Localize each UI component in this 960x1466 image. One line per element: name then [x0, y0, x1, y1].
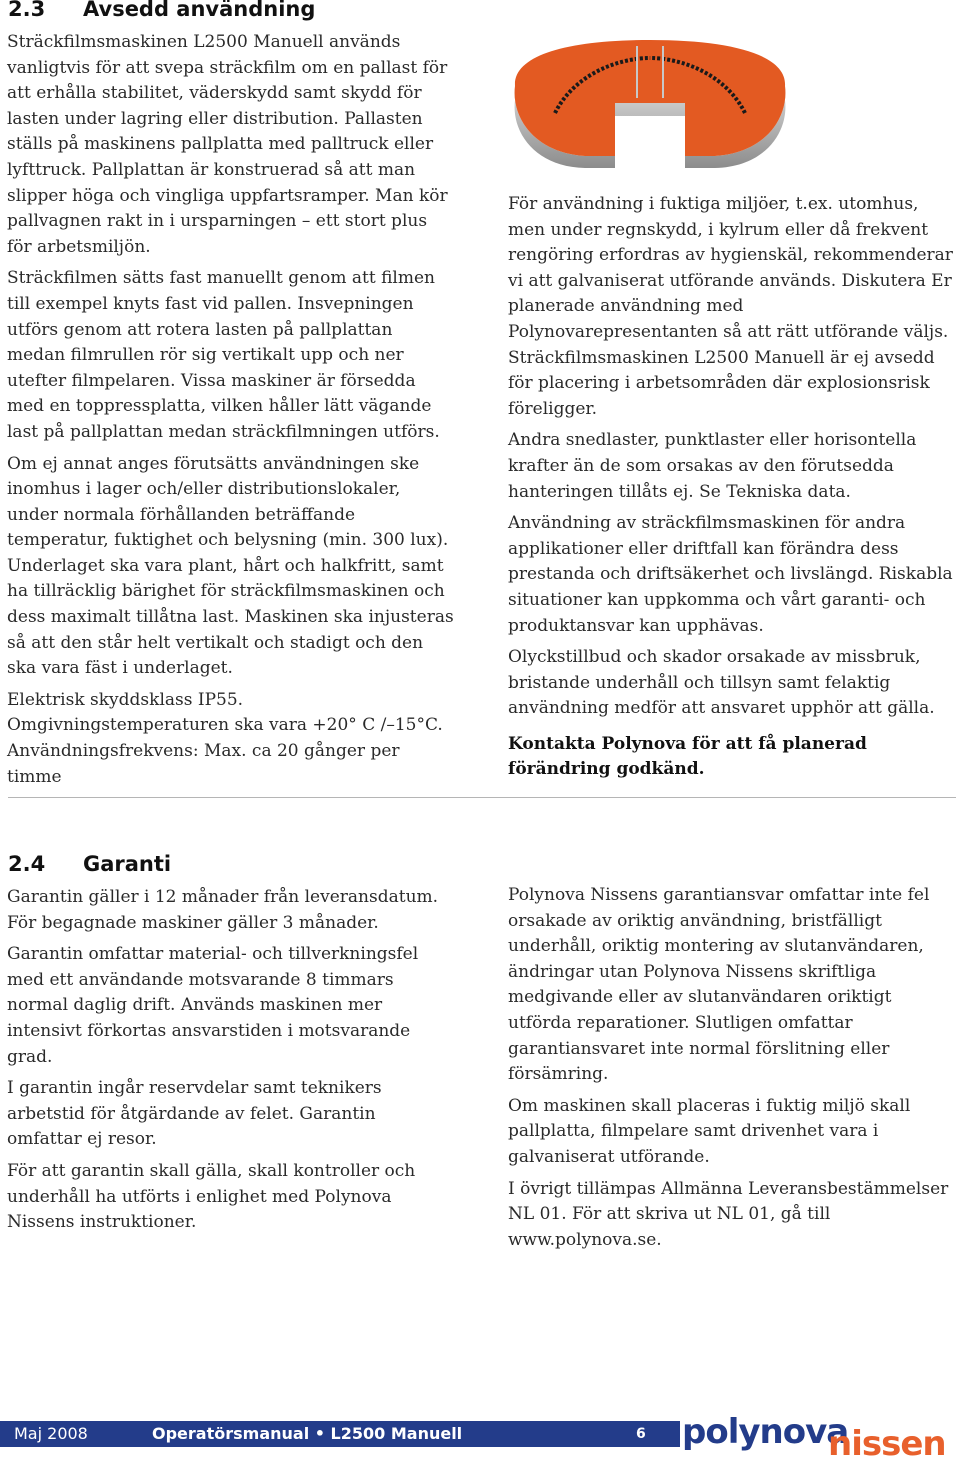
- section-heading-2-3: [8, 0, 315, 21]
- paragraph: Om maskinen skall placeras i fuktig miljö skall pallplatta, filmpelare samt drivenhet vara i galvaniserat utförande.: [508, 1095, 911, 1167]
- section2-left-column: [7, 885, 455, 1242]
- section-title: Avsedd användning: [83, 0, 316, 21]
- footer-date: Maj 2008: [14, 1424, 88, 1443]
- footer-page-number: 6: [636, 1426, 646, 1442]
- paragraph: Garantin gäller i 12 månader från leveransdatum. För begagnade maskiner gäller 3 månader.: [7, 887, 439, 933]
- polynova-nissen-logo: [680, 1410, 960, 1464]
- paragraph: Olyckstillbud och skador orsakade av missbruk, bristande underhåll och tillsyn samt felaktig användning medför att ansvaret upphör att gälla.: [508, 647, 935, 719]
- paragraph: I garantin ingår reservdelar samt teknikers arbetstid för åtgärdande av felet. Garantin omfattar ej resor.: [7, 1078, 382, 1150]
- footer-manual-title: Operatörsmanual • L2500 Manuell: [152, 1424, 463, 1443]
- paragraph: Om ej annat anges förutsätts användningen ske inomhus i lager och/eller distributionslokaler, under normala förhållanden beträffande temperatur, fuktighet och belysning (min. 300 lux). Underlaget ska vara plant, hårt och halkfritt, samt ha tillräcklig bärighet för sträckfilmsmaskinen och dess maximalt tillåtna last. Maskinen ska injusteras så att den står helt vertikalt och stadigt och den ska vara fäst i underlaget.: [7, 453, 454, 679]
- paragraph: Användning av sträckfilmsmaskinen för andra applikationer eller driftfall kan förändra dess prestanda och driftsäkerhet och livslängd. Riskabla situationer kan uppkomma och vårt garanti- och produktansvar kan upphävas.: [508, 513, 953, 636]
- paragraph: Elektrisk skyddsklass IP55. Omgivningstemperaturen ska vara +20° C /–15°C. Användningsfrekvens: Max. ca 20 gånger per timme: [7, 689, 443, 787]
- section2-right-column: [508, 883, 956, 1259]
- paragraph: För att garantin skall gälla, skall kontroller och underhåll ha utförts i enlighet med Polynova Nissens instruktioner.: [7, 1160, 416, 1233]
- paragraph: Sträckfilmen sätts fast manuellt genom att filmen till exempel knyts fast vid pallen. Insvepningen utförs genom att rotera lasten på pallplattan medan filmrullen rör sig vertikalt upp och ner utefter filmpelaren. Vissa maskiner är försedda med en toppressplatta, vilken håller lätt vägande last på pallplattan medan sträckfilmningen utförs.: [7, 268, 440, 442]
- paragraph: Andra snedlaster, punktlaster eller horisontella krafter än de som orsakas av den förutsedda hanteringen tillåts ej. Se Tekniska data.: [508, 430, 917, 502]
- section1-right-column: [508, 192, 956, 789]
- pallet-plate-image: [505, 28, 795, 168]
- section-number: 2.3: [8, 0, 46, 21]
- paragraph: Polynova Nissens garantiansvar omfattar inte fel orsakade av oriktig användning, bristfälligt underhåll, oriktig montering av slutanvändaren, ändringar utan Polynova Nissens skriftliga medgivande eller av slutanvändaren oriktigt utförda reparationer. Slutligen omfattar garantiansvaret inte normal förslitning eller försämring.: [508, 885, 930, 1085]
- paragraph: I övrigt tillämpas Allmänna Leveransbestämmelser NL 01. För att skriva ut NL 01, gå till www.polynova.se.: [508, 1178, 949, 1250]
- section-divider: [8, 797, 956, 798]
- section-heading-2-4: [8, 852, 171, 876]
- paragraph: Garantin omfattar material- och tillverkningsfel med ett användande motsvarande 8 timmars normal daglig drift. Används maskinen mer intensivt förkortas ansvarstiden i motsvarande grad.: [7, 944, 419, 1067]
- paragraph: För användning i fuktiga miljöer, t.ex. utomhus, men under regnskydd, i kylrum eller då frekvent rengöring erfordras av hygienskäl, rekommenderar vi att galvaniserat utförande används. Diskutera Er planerade användning med Polynovarepresentanten så att rätt utförande väljs. Sträckfilmsmaskinen L2500 Manuell är ej avsedd för placering i arbetsområden där explosionsrisk föreligger.: [508, 194, 953, 419]
- logo-text-nissen: nissen: [828, 1424, 946, 1464]
- section1-left-column: [7, 30, 455, 796]
- logo-text-polynova: polynova: [682, 1412, 849, 1452]
- notice-text: Kontakta Polynova för att få planerad förändring godkänd.: [508, 733, 867, 780]
- paragraph: Sträckfilmsmaskinen L2500 Manuell används vanligtvis för att svepa sträckfilm om en pallast för att erhålla stabilitet, väderskydd samt skydd för lasten under lagring eller distribution. Pallasten ställs på maskinens pallplatta med palltruck eller lyfttruck. Pallplattan är konstruerad så att man slipper höga och vingliga uppfartsramper. Man kör pallvagnen rakt in i ursparningen – ett stort plus för arbetsmiljön.: [7, 32, 448, 257]
- section-title: Garanti: [83, 852, 172, 876]
- page-footer: [0, 1410, 960, 1464]
- section-number: 2.4: [8, 852, 46, 876]
